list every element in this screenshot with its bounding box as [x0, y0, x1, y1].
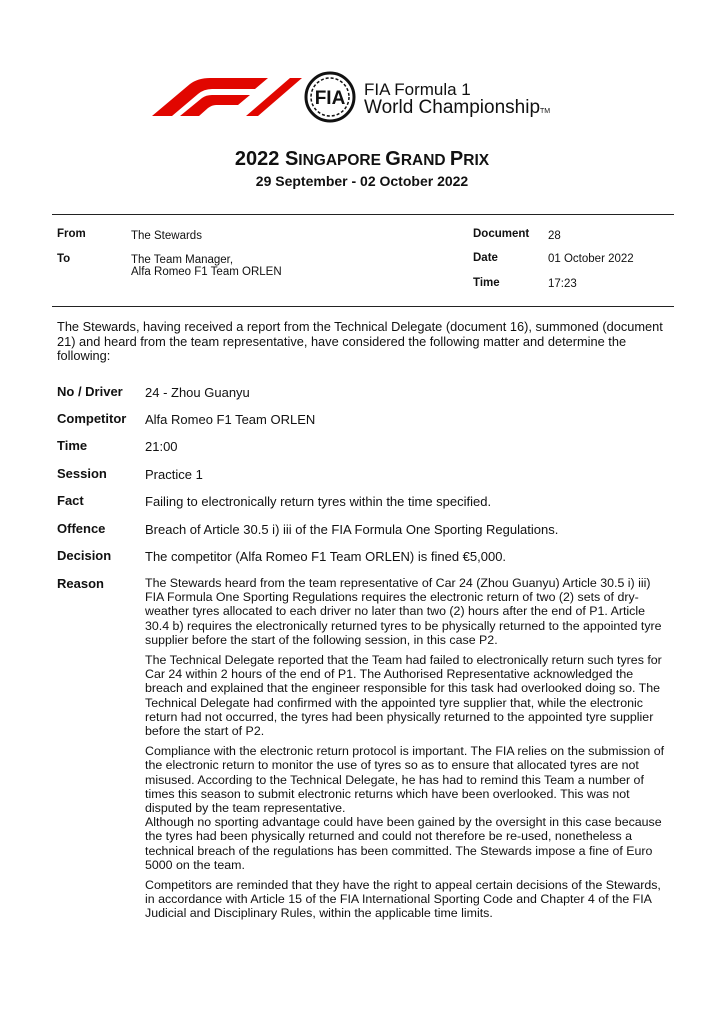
to-label: To — [57, 253, 71, 265]
driver-label: No / Driver — [57, 384, 123, 399]
document-value: 28 — [548, 230, 561, 242]
to-value-1: The Team Manager, — [131, 254, 234, 266]
driver-value: 24 - Zhou Guanyu — [145, 385, 250, 400]
reason-paragraph-2: The Technical Delegate reported that the Team had failed to electronically return such tyres for Car 24 within 2 hours of the end of P1. The Authorised Representative acknowledged the breach and explained that the engineer responsible for this task had overlooked doing so. The Technical Delegate had confirmed with the appointed tyre supplier that, while the electronic return had not occurred, the tyres had been physically returned to the appointed tyre supplier before the start of P2. — [145, 653, 662, 739]
offence-label: Offence — [57, 521, 106, 536]
date-label: Date — [473, 252, 498, 264]
session-value: Practice 1 — [145, 467, 203, 482]
reason-paragraph-3: Compliance with the electronic return protocol is important. The FIA relies on the submission of the electronic return to monitor the use of tyres so as to ensure that allocated tyres are not misused. According to the Technical Delegate, he has had to remind this Team a number of times this season to submit electronic returns which have been overlooked. This was not disputed by the team representative. — [145, 744, 665, 816]
to-value-2: Alfa Romeo F1 Team ORLEN — [131, 266, 282, 278]
competitor-label: Competitor — [57, 411, 127, 426]
document-label: Document — [473, 228, 530, 240]
intro-paragraph: The Stewards, having received a report from the Technical Delegate (document 16), summoned (document 21) and heard from the team representative, have considered the following matter and determine the following: — [57, 319, 663, 364]
time-field-label: Time — [57, 438, 88, 453]
fact-value: Failing to electronically return tyres within the time specified. — [145, 494, 492, 509]
from-label: From — [57, 228, 86, 240]
trademark: TM — [540, 108, 551, 115]
divider-bottom — [52, 306, 674, 307]
fia-mark: FIA — [314, 88, 346, 109]
divider-top — [52, 214, 674, 215]
logo-line-1: FIA Formula 1 — [364, 80, 471, 99]
date-value: 01 October 2022 — [548, 253, 634, 265]
decision-label: Decision — [57, 548, 112, 563]
competitor-value: Alfa Romeo F1 Team ORLEN — [145, 412, 316, 427]
time-value: 17:23 — [548, 278, 577, 290]
reason-label: Reason — [57, 576, 104, 591]
event-dates: 29 September - 02 October 2022 — [255, 173, 469, 189]
fact-label: Fact — [57, 493, 84, 508]
time-label: Time — [473, 277, 500, 289]
logo-line-2: World ChampionshipTM — [364, 97, 551, 118]
session-label: Session — [57, 466, 107, 481]
header-logo — [150, 70, 590, 125]
reason-body — [145, 576, 665, 927]
f1-logo-icon — [150, 70, 360, 125]
event-title: 2022 SINGAPORE GRAND PRIX — [234, 148, 490, 170]
offence-value: Breach of Article 30.5 i) iii of the FIA Formula One Sporting Regulations. — [145, 522, 559, 537]
decision-value: The competitor (Alfa Romeo F1 Team ORLEN) is fined €5,000. — [145, 549, 507, 564]
reason-paragraph-1: The Stewards heard from the team representative of Car 24 (Zhou Guanyu) Article 30.5 i) iii) FIA Formula One Sporting Regulations requires the electronic return of two (2) sets of dry-weather tyres allocated to each driver no later than two (2) hours after the end of P1. Article 30.4 b) requires the electronically returned tyres to be physically returned to the appointed tyre supplier before the start of the following session, in this case P2. — [145, 576, 662, 647]
reason-paragraph-4: Although no sporting advantage could have been gained by the oversight in this case because the tyres had been physically returned and could not therefore be re-used, nonetheless a technical breach of the regulations has been committed. The Stewards impose a fine of Euro 5000 on the team. — [145, 815, 662, 872]
from-value: The Stewards — [131, 230, 202, 242]
appeal-notice: Competitors are reminded that they have the right to appeal certain decisions of the Stewards, in accordance with Article 15 of the FIA International Sporting Code and Chapter 4 of the FIA Judicial and Disciplinary Rules, within the applicable time limits. — [145, 878, 661, 921]
time-field-value: 21:00 — [145, 439, 178, 454]
